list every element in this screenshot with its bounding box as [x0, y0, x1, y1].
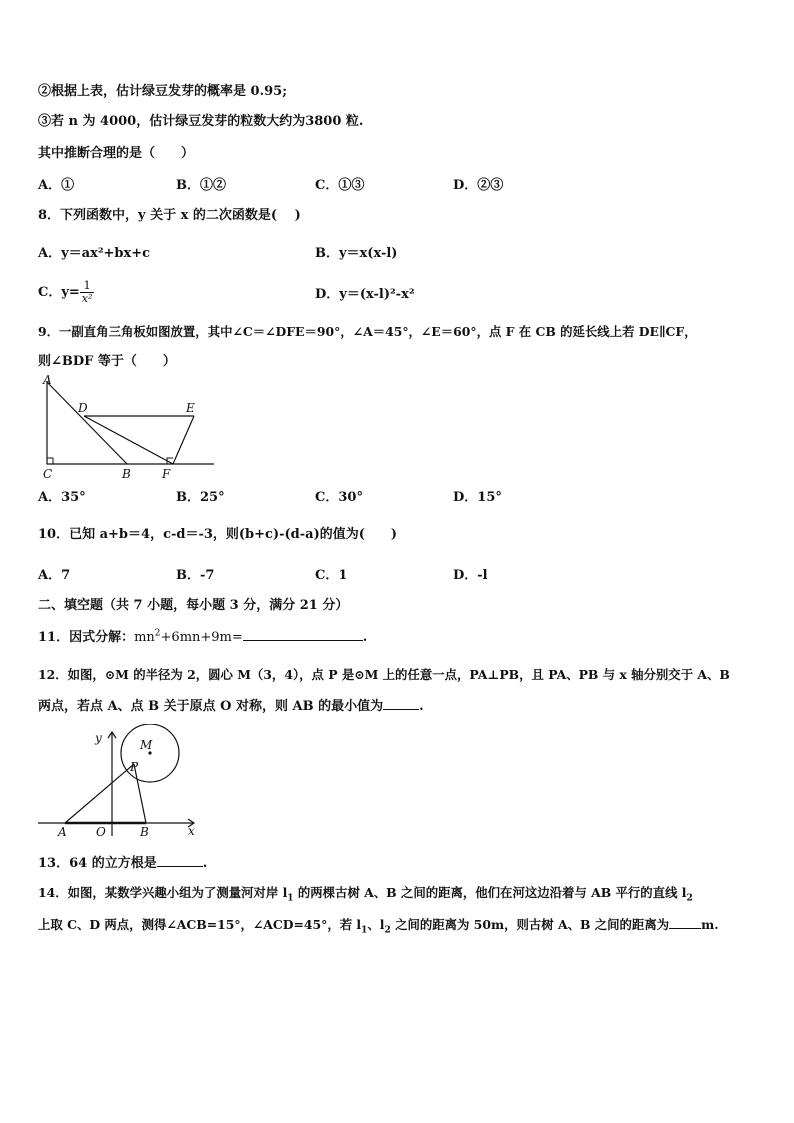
q7-option-a: A．① [38, 178, 75, 193]
q14-line-1-sub-2: 2 [686, 893, 693, 904]
q8-option-d-label: D． [315, 287, 340, 302]
q12-figure [36, 724, 200, 840]
q13-end: . [202, 856, 208, 871]
q14-line-2-a: 上取 C、D 两点，测得∠ACB=15°，∠ACD=45°，若 l [38, 917, 362, 932]
q14-line-1-sub-1: 1 [287, 893, 294, 904]
q12-label-b: B [140, 825, 149, 839]
q9-label-c: C [43, 467, 53, 481]
q12-label-o: O [96, 825, 106, 839]
q9-label-d: D [78, 401, 88, 415]
q8-option-a-label: A． [38, 246, 62, 261]
q13-answer-blank[interactable] [157, 854, 203, 867]
section-2-title: 二、填空题（共 7 小题，每小题 3 分，满分 21 分） [38, 598, 349, 613]
q11-answer-blank[interactable] [243, 628, 363, 641]
q14-line-2-end: m. [701, 917, 719, 932]
q14-line-2-c: 之间的距离为 50m，则古树 A、B 之间的距离为 [390, 917, 670, 932]
q8-option-a-text: y＝ax²+bx+c [61, 246, 151, 261]
q9-option-c: C．30° [315, 490, 363, 505]
q8-option-c-label: C．y= [38, 285, 80, 300]
q8-option-c-fraction [80, 280, 95, 305]
q8-option-d-text: y＝(x-l)²-x² [339, 287, 415, 302]
q7-item-2: ②根据上表，估计绿豆发芽的概率是 0.95; [38, 84, 287, 99]
q12-line-2-text: 两点，若点 A、点 B 关于原点 O 对称，则 AB 的最小值为 [38, 699, 384, 714]
q9-label-e: E [186, 401, 195, 415]
q12-label-x: x [188, 824, 195, 838]
q11-expr-b: +6mn+9m= [160, 630, 243, 645]
q7-item-3: ③若 n 为 4000，估计绿豆发芽的粒数大约为3800 粒. [38, 114, 364, 129]
q8-option-c-numerator: 1 [80, 280, 95, 293]
q11-expr-exponent: 2 [154, 628, 161, 639]
q12-label-m: M [140, 738, 153, 752]
q7-option-b: B．①② [176, 178, 226, 193]
q11-expression [134, 630, 243, 645]
q10-option-b: B．-7 [176, 568, 215, 583]
q7-option-d: D．②③ [453, 178, 504, 193]
q11-end: . [362, 630, 368, 645]
q8-option-b-label: B． [315, 246, 339, 261]
q8-option-b [315, 246, 397, 262]
q11-label: 11．因式分解： [38, 630, 135, 645]
q10-option-d: D．-l [453, 568, 488, 583]
q12-line-2 [38, 697, 424, 715]
q9-option-d: D．15° [453, 490, 502, 505]
q11-stem [38, 628, 367, 646]
q10-option-c: C．1 [315, 568, 348, 583]
q8-option-b-text: y＝x(x-l) [339, 246, 398, 261]
q9-option-b: B．25° [176, 490, 225, 505]
q10-option-a: A．7 [38, 568, 71, 583]
q14-line-2-b: 、l [367, 917, 385, 932]
q10-stem: 10．已知 a+b＝4，c-d＝-3，则(b+c)-(d-a)的值为( ) [38, 527, 398, 542]
q14-line-2-sub-1: 1 [361, 925, 368, 936]
q12-label-y: y [95, 731, 102, 745]
q14-line-2-sub-2: 2 [384, 925, 391, 936]
q12-label-a: A [58, 825, 67, 839]
q8-option-a [38, 246, 150, 262]
q12-answer-blank[interactable] [383, 697, 419, 710]
q7-prompt: 其中推断合理的是（ ） [38, 146, 195, 161]
q14-line-1-a: 14．如图，某数学兴趣小组为了测量河对岸 l [38, 885, 288, 900]
q14-answer-blank[interactable] [669, 916, 701, 929]
q9-label-a: A [43, 373, 52, 387]
q9-option-a: A．35° [38, 490, 86, 505]
q8-stem: 8．下列函数中，y 关于 x 的二次函数是( ) [38, 208, 301, 223]
q12-line-2-end: . [419, 699, 424, 714]
q9-stem-line-2: 则∠BDF 等于（ ） [38, 354, 176, 369]
q14-line-2 [38, 916, 719, 936]
q14-line-1-b: 的两棵古树 A、B 之间的距离，他们在河这边沿着与 AB 平行的直线 l [293, 885, 687, 900]
q12-line-1: 12．如图，⊙M 的半径为 2，圆心 M（3，4），点 P 是⊙M 上的任意一点，PA⊥PB，且 PA、PB 与 x 轴分别交于 A、B [38, 667, 730, 682]
q9-stem-line-1: 9．一副直角三角板如图放置，其中∠C＝∠DFE＝90°，∠A＝45°，∠E＝60°，点 F 在 CB 的延长线上若 DE∥CF， [38, 324, 697, 339]
q9-label-b: B [122, 467, 131, 481]
q8-option-c [38, 280, 94, 305]
q9-figure [38, 372, 218, 484]
q13-stem [38, 854, 207, 872]
q9-label-f: F [162, 467, 171, 481]
q14-line-1 [38, 885, 693, 904]
q7-option-c: C．①③ [315, 178, 365, 193]
q12-label-p: P [130, 760, 139, 774]
q11-expr-a: mn [134, 630, 155, 645]
q8-option-d [315, 287, 415, 303]
q13-text: 13．64 的立方根是 [38, 856, 157, 871]
q8-option-c-denominator: x² [81, 292, 93, 305]
